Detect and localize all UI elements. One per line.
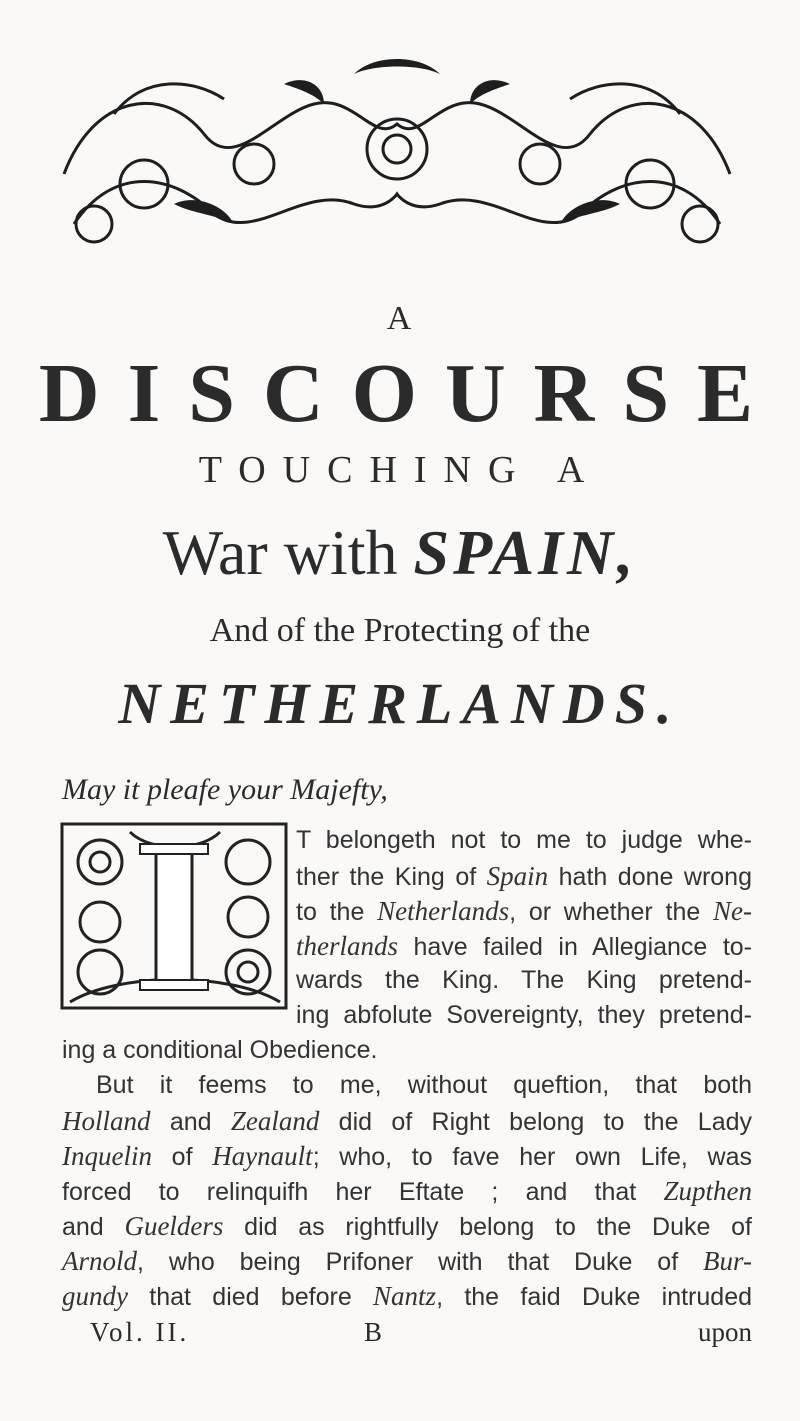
title-spain: SPAIN, bbox=[413, 517, 638, 588]
decorated-initial bbox=[60, 822, 288, 1010]
title-touching: TOUCHING A bbox=[198, 449, 602, 491]
salutation: May it pleafe your Majefty, bbox=[62, 773, 388, 806]
title-war-with-spain bbox=[0, 516, 800, 590]
title-article: A bbox=[386, 300, 414, 337]
text-line: ther the King of Spain hath done wrong bbox=[296, 861, 752, 891]
text-line: therlands have failed in Allegiance to- bbox=[296, 931, 752, 961]
text-line: Holland and Zealand did of Right belong to the Lady bbox=[62, 1106, 752, 1136]
catchword: upon bbox=[698, 1317, 752, 1347]
title-protecting: And of the Protecting of the bbox=[209, 612, 591, 649]
text-line: forced to relinquifh her Eftate ; and that Zupthen bbox=[62, 1176, 752, 1206]
title-discourse: DISCOURSE bbox=[38, 347, 782, 440]
text-line: and Guelders did as rightfully belong to the Duke of bbox=[62, 1211, 752, 1241]
text-line: T belongeth not to me to judge whe- bbox=[296, 826, 752, 854]
text-line: to the Netherlands, or whether the Ne- bbox=[296, 896, 753, 926]
text-line: Arnold, who being Prifoner with that Duke of Bur- bbox=[62, 1246, 752, 1276]
text-line: Inquelin of Haynault; who, to fave her own Life, was bbox=[62, 1141, 752, 1171]
text-line: But it feems to me, without queftion, that both bbox=[96, 1071, 752, 1099]
text-line: ing abfolute Sovereignty, they pretend- bbox=[296, 1001, 752, 1029]
text-line: ing a conditional Obedience. bbox=[62, 1036, 378, 1064]
headpiece-ornament bbox=[54, 54, 740, 264]
volume-label: Vol. II. bbox=[90, 1317, 190, 1347]
text-line: gundy that died before Nantz, the faid Duke intruded bbox=[62, 1281, 752, 1311]
title-netherlands: NETHERLANDS. bbox=[118, 671, 682, 736]
text-line: wards the King. The King pretend- bbox=[296, 966, 752, 994]
title-war-prefix: War with bbox=[162, 517, 398, 588]
signature-mark: B bbox=[364, 1317, 383, 1347]
